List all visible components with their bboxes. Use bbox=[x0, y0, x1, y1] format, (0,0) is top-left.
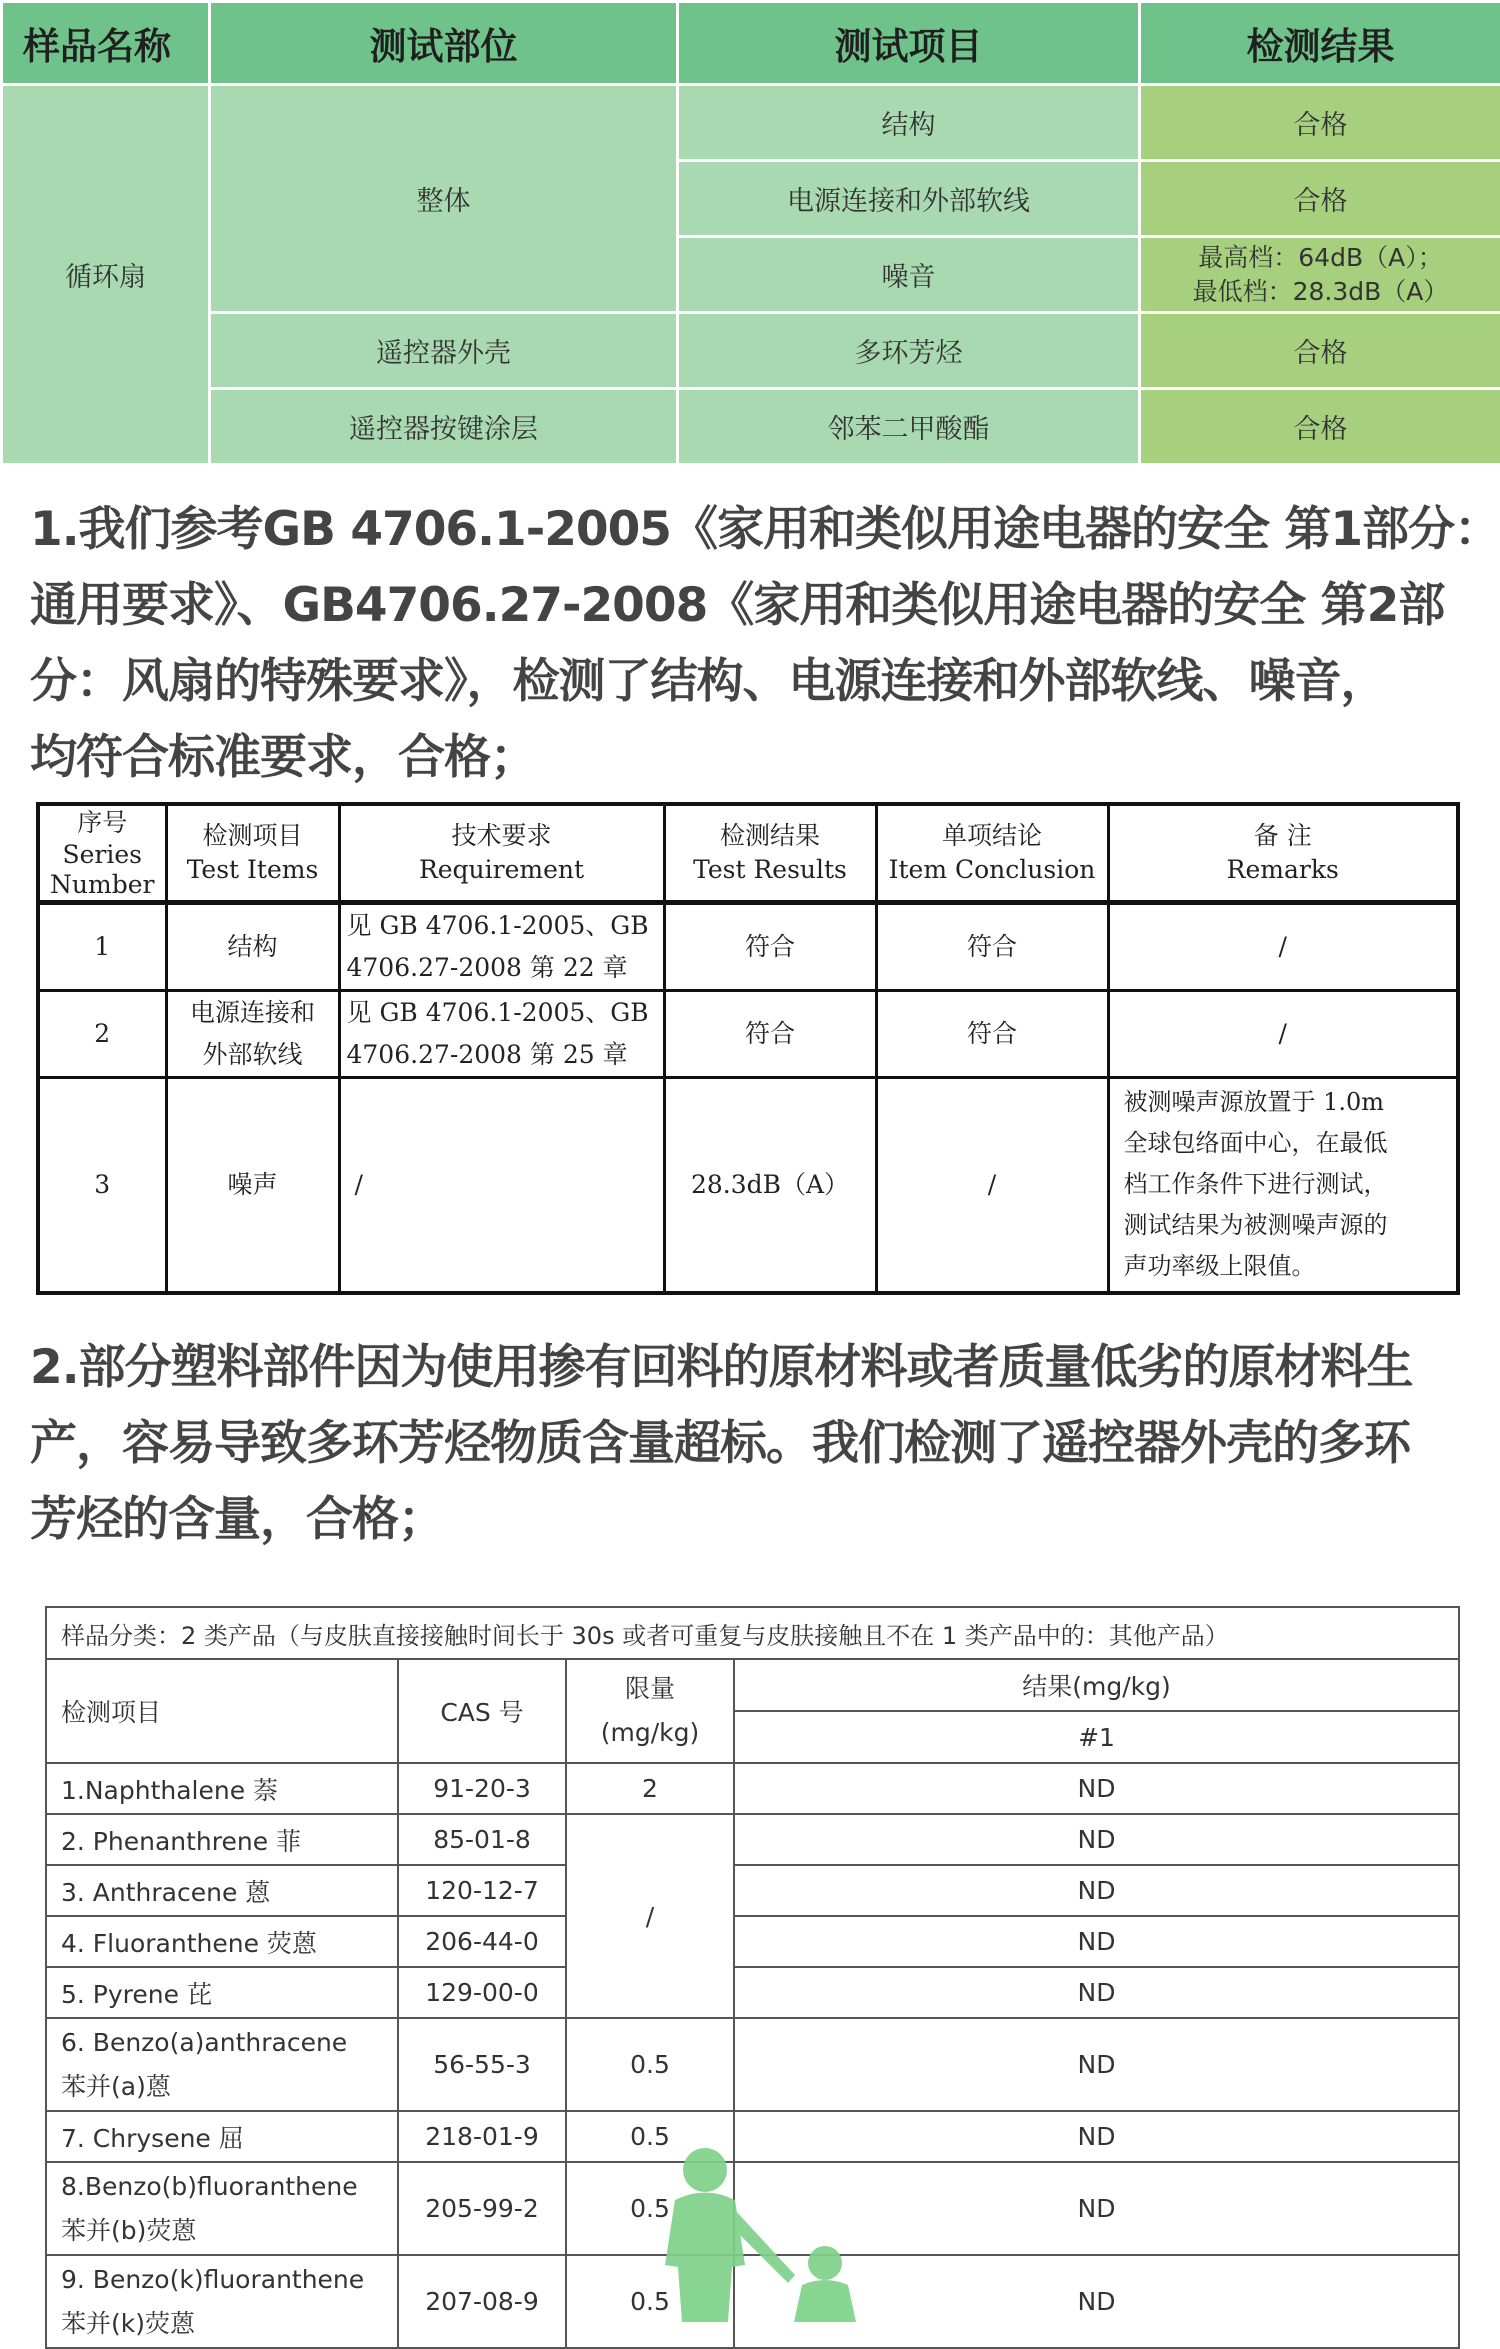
pah-result: ND bbox=[734, 1967, 1459, 2018]
std-header-cn: 技术要求 bbox=[347, 819, 657, 853]
std-conclusion: 符合 bbox=[876, 903, 1108, 991]
part-cell: 整体 bbox=[210, 85, 678, 313]
pah-result: ND bbox=[734, 1916, 1459, 1967]
std-header-cell bbox=[1108, 804, 1458, 903]
family-silhouette-icon bbox=[620, 2145, 890, 2322]
std-conclusion: 符合 bbox=[876, 991, 1108, 1078]
paragraph-line: 通用要求》、GB4706.27-2008《家用和类似用途电器的安全 第2部 bbox=[30, 568, 1480, 644]
paragraph-line: 1.我们参考GB 4706.1-2005《家用和类似用途电器的安全 第1部分： bbox=[30, 492, 1480, 568]
std-result: 28.3dB（A） bbox=[664, 1078, 876, 1293]
std-remarks: / bbox=[1108, 991, 1458, 1078]
header-test-item: 测试项目 bbox=[678, 2, 1140, 85]
std-req-line: 4706.27-2008 第 22 章 bbox=[347, 947, 657, 989]
part-cell: 遥控器按键涂层 bbox=[210, 389, 678, 465]
noise-result-line: 最低档：28.3dB（A） bbox=[1141, 275, 1500, 309]
noise-result-line: 最高档：64dB（A）； bbox=[1141, 241, 1500, 275]
paragraph-1 bbox=[30, 492, 1480, 796]
pah-limit: 0.5 bbox=[566, 2162, 734, 2255]
std-header-cell bbox=[876, 804, 1108, 903]
std-requirement bbox=[339, 903, 664, 991]
header-sample-name: 样品名称 bbox=[2, 2, 210, 85]
std-row bbox=[38, 991, 1458, 1078]
item-cell: 邻苯二甲酸酯 bbox=[678, 389, 1140, 465]
pah-header-limit-line: 限量 bbox=[567, 1667, 733, 1711]
pah-name-line: 苯并(k)荧蒽 bbox=[61, 2302, 397, 2346]
header-test-part: 测试部位 bbox=[210, 2, 678, 85]
paragraph-line: 芳烃的含量，合格； bbox=[30, 1482, 1480, 1558]
pah-cas: 206-44-0 bbox=[398, 1916, 566, 1967]
std-header-cell bbox=[166, 804, 339, 903]
std-header-cell bbox=[38, 804, 166, 903]
pah-result: ND bbox=[734, 2162, 1459, 2255]
pah-row bbox=[46, 1967, 1459, 2018]
pah-header-row bbox=[46, 1659, 1459, 1711]
pah-cas: 120-12-7 bbox=[398, 1865, 566, 1916]
pah-name: 7. Chrysene 屈 bbox=[46, 2111, 398, 2162]
remarks-line: 被测噪声源放置于 1.0m bbox=[1124, 1082, 1451, 1123]
std-result: 符合 bbox=[664, 991, 876, 1078]
pah-result: ND bbox=[734, 1814, 1459, 1865]
std-header-cn: 序号 bbox=[46, 806, 159, 840]
pah-result: ND bbox=[734, 1865, 1459, 1916]
result-cell: 合格 bbox=[1140, 85, 1500, 161]
pah-row bbox=[46, 2018, 1459, 2111]
pah-name-line: 苯并(b)荧蒽 bbox=[61, 2209, 397, 2253]
std-header-en: Requirement bbox=[347, 853, 657, 887]
pah-row bbox=[46, 1814, 1459, 1865]
std-item: 结构 bbox=[166, 903, 339, 991]
remarks-line: 全球包络面中心，在最低 bbox=[1124, 1123, 1451, 1164]
pah-name-line: 8.Benzo(b)fluoranthene bbox=[61, 2165, 397, 2209]
pah-limit: 0.5 bbox=[566, 2111, 734, 2162]
remarks-line: 档工作条件下进行测试， bbox=[1124, 1164, 1451, 1205]
pah-result: ND bbox=[734, 2018, 1459, 2111]
pah-header-limit-line: (mg/kg) bbox=[567, 1711, 733, 1755]
std-conclusion: / bbox=[876, 1078, 1108, 1293]
std-header-row bbox=[38, 804, 1458, 903]
summary-row bbox=[2, 85, 1500, 161]
std-req-line: 见 GB 4706.1-2005、GB bbox=[347, 905, 657, 947]
std-requirement: / bbox=[339, 1078, 664, 1293]
std-row bbox=[38, 903, 1458, 991]
paragraph-line: 均符合标准要求，合格； bbox=[30, 720, 1480, 796]
pah-limit-merged: / bbox=[566, 1814, 734, 2018]
pah-name-line: 9. Benzo(k)fluoranthene bbox=[61, 2258, 397, 2302]
std-req-line: 见 GB 4706.1-2005、GB bbox=[347, 992, 657, 1034]
std-requirement bbox=[339, 991, 664, 1078]
pah-row bbox=[46, 1916, 1459, 1967]
pah-name bbox=[46, 2255, 398, 2348]
item-cell: 噪音 bbox=[678, 237, 1140, 313]
standard-test-table bbox=[36, 802, 1460, 1295]
item-cell: 多环芳烃 bbox=[678, 313, 1140, 389]
pah-name-line: 苯并(a)蒽 bbox=[61, 2065, 397, 2109]
paragraph-line: 2.部分塑料部件因为使用掺有回料的原材料或者质量低劣的原材料生 bbox=[30, 1330, 1480, 1406]
pah-cas: 207-08-9 bbox=[398, 2255, 566, 2348]
result-cell: 合格 bbox=[1140, 161, 1500, 237]
std-header-cell bbox=[664, 804, 876, 903]
pah-cas: 91-20-3 bbox=[398, 1763, 566, 1814]
std-no: 2 bbox=[38, 991, 166, 1078]
std-row bbox=[38, 1078, 1458, 1293]
std-header-en: Test Items bbox=[174, 853, 332, 887]
std-header-en: Item Conclusion bbox=[884, 853, 1101, 887]
std-header-en: Remarks bbox=[1116, 853, 1451, 887]
std-req-line: 4706.27-2008 第 25 章 bbox=[347, 1034, 657, 1076]
std-header-cell bbox=[339, 804, 664, 903]
pah-limit: 2 bbox=[566, 1763, 734, 1814]
std-header-cn: 检测结果 bbox=[672, 819, 869, 853]
pah-cas: 205-99-2 bbox=[398, 2162, 566, 2255]
pah-category: 样品分类：2 类产品（与皮肤直接接触时间长于 30s 或者可重复与皮肤接触且不在 1 类产品中的：其他产品） bbox=[46, 1607, 1459, 1659]
pah-cas: 218-01-9 bbox=[398, 2111, 566, 2162]
summary-table bbox=[0, 0, 1500, 466]
std-header-cn: 检测项目 bbox=[174, 819, 332, 853]
result-cell: 合格 bbox=[1140, 389, 1500, 465]
pah-name: 2. Phenanthrene 菲 bbox=[46, 1814, 398, 1865]
pah-header-result: 结果(mg/kg) bbox=[734, 1659, 1459, 1711]
std-no: 1 bbox=[38, 903, 166, 991]
item-cell: 结构 bbox=[678, 85, 1140, 161]
part-cell: 遥控器外壳 bbox=[210, 313, 678, 389]
std-header-cn: 单项结论 bbox=[884, 819, 1101, 853]
std-item-line: 电源连接和 bbox=[174, 992, 332, 1034]
pah-cas: 85-01-8 bbox=[398, 1814, 566, 1865]
pah-header-cas: CAS 号 bbox=[398, 1659, 566, 1763]
remarks-line: 测试结果为被测噪声源的 bbox=[1124, 1205, 1451, 1246]
pah-header-item: 检测项目 bbox=[46, 1659, 398, 1763]
pah-cas: 56-55-3 bbox=[398, 2018, 566, 2111]
pah-limit: 0.5 bbox=[566, 2018, 734, 2111]
paragraph-2 bbox=[30, 1330, 1480, 1558]
pah-name-line: 6. Benzo(a)anthracene bbox=[61, 2021, 397, 2065]
pah-name bbox=[46, 2162, 398, 2255]
std-header-en: Number bbox=[46, 870, 159, 900]
pah-name: 1.Naphthalene 萘 bbox=[46, 1763, 398, 1814]
item-cell: 电源连接和外部软线 bbox=[678, 161, 1140, 237]
pah-result: ND bbox=[734, 2111, 1459, 2162]
paragraph-line: 产，容易导致多环芳烃物质含量超标。我们检测了遥控器外壳的多环 bbox=[30, 1406, 1480, 1482]
remarks-line: 声功率级上限值。 bbox=[1124, 1246, 1451, 1287]
header-test-result: 检测结果 bbox=[1140, 2, 1500, 85]
pah-result: ND bbox=[734, 2255, 1459, 2348]
pah-limit: 0.5 bbox=[566, 2255, 734, 2348]
std-item: 噪声 bbox=[166, 1078, 339, 1293]
std-remarks: / bbox=[1108, 903, 1458, 991]
pah-row bbox=[46, 1763, 1459, 1814]
pah-name bbox=[46, 2018, 398, 2111]
std-result: 符合 bbox=[664, 903, 876, 991]
std-item-line: 外部软线 bbox=[174, 1034, 332, 1076]
sample-name-cell: 循环扇 bbox=[2, 85, 210, 465]
result-cell: 合格 bbox=[1140, 313, 1500, 389]
std-header-en: Test Results bbox=[672, 853, 869, 887]
summary-row bbox=[2, 389, 1500, 465]
paragraph-line: 分：风扇的特殊要求》，检测了结构、电源连接和外部软线、噪音， bbox=[30, 644, 1480, 720]
pah-name: 5. Pyrene 芘 bbox=[46, 1967, 398, 2018]
pah-header-limit bbox=[566, 1659, 734, 1763]
summary-row bbox=[2, 313, 1500, 389]
pah-name: 3. Anthracene 蒽 bbox=[46, 1865, 398, 1916]
pah-name: 4. Fluoranthene 荧蒽 bbox=[46, 1916, 398, 1967]
std-header-cn: 备 注 bbox=[1116, 819, 1451, 853]
pah-category-row bbox=[46, 1607, 1459, 1659]
pah-result: ND bbox=[734, 1763, 1459, 1814]
pah-row bbox=[46, 1865, 1459, 1916]
pah-cas: 129-00-0 bbox=[398, 1967, 566, 2018]
std-header-en: Series bbox=[46, 840, 159, 870]
noise-result-cell bbox=[1140, 237, 1500, 313]
std-item bbox=[166, 991, 339, 1078]
std-no: 3 bbox=[38, 1078, 166, 1293]
pah-header-sample: #1 bbox=[734, 1711, 1459, 1763]
summary-header-row bbox=[2, 2, 1500, 85]
std-remarks bbox=[1108, 1078, 1458, 1293]
